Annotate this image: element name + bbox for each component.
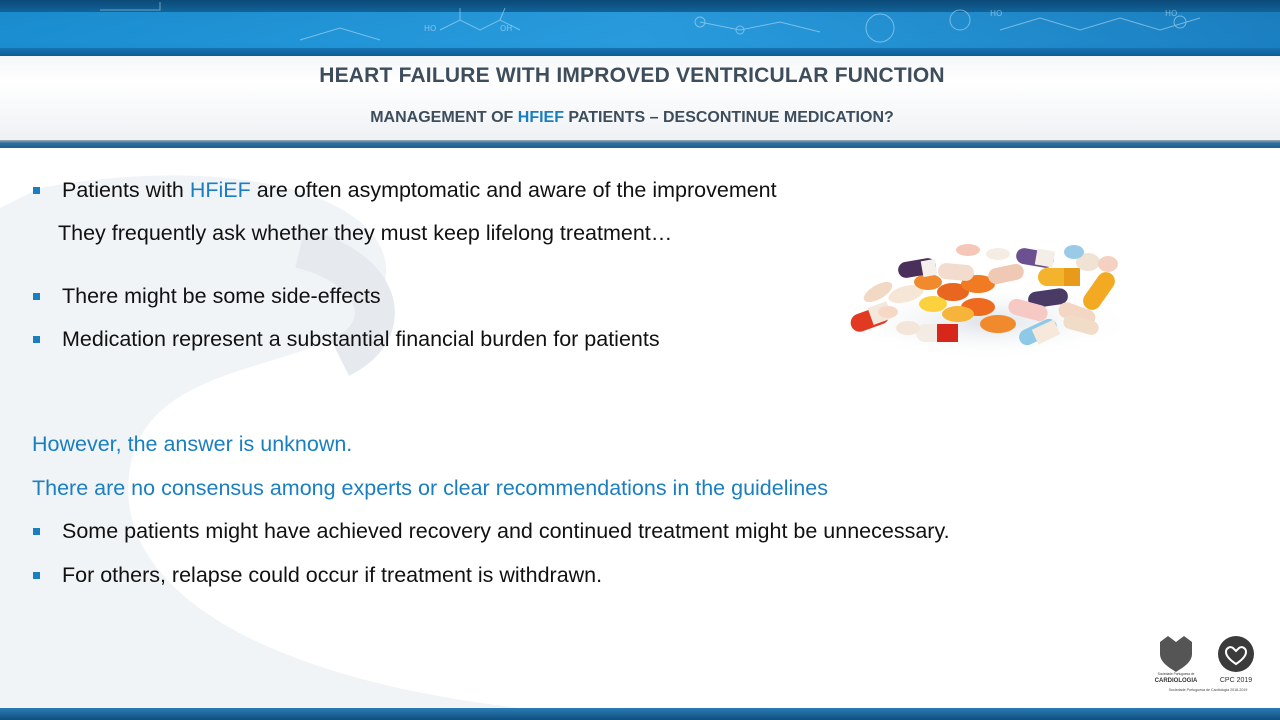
bullet-square-icon <box>33 572 40 579</box>
bullet-square-icon <box>33 528 40 535</box>
bullet-text-pre: Patients with <box>62 178 190 202</box>
subtitle-accent: HFIEF <box>517 109 564 126</box>
bullet-square-icon <box>33 293 40 300</box>
bullet-text-accent: HFiEF <box>189 178 251 202</box>
svg-text:OH: OH <box>500 24 513 33</box>
logos-footer-text: Sociedade Portuguesa de Cardiologia 2018-2019 <box>1168 688 1248 692</box>
highlight-text: However, the answer is unknown. <box>32 432 353 456</box>
slide-title: HEART FAILURE WITH IMPROVED VENTRICULAR FUNCTION <box>319 64 945 87</box>
subtitle-pre: MANAGEMENT OF <box>370 109 518 126</box>
sponsor-logos <box>1150 632 1266 698</box>
continuation-text: They frequently ask whether they must keep lifelong treatment… <box>58 221 673 245</box>
spc-logo <box>1155 636 1198 684</box>
bottom-bar <box>0 708 1280 720</box>
svg-text:HO: HO <box>424 24 437 33</box>
bullet-text: Medication represent a substantial financial burden for patients <box>62 327 660 351</box>
bullet-text: Some patients might have achieved recovery and continued treatment might be unnecessary. <box>62 519 950 543</box>
bullet-square-icon <box>33 336 40 343</box>
spc-name-text: CARDIOLOGIA <box>1154 678 1198 684</box>
svg-text:HO: HO <box>1165 9 1178 18</box>
bullet-text: There might be some side-effects <box>62 284 381 308</box>
cpc-label-text: CPC 2019 <box>1219 677 1253 684</box>
bullet-square-icon <box>33 187 40 194</box>
bullet-text-post: are often asymptomatic and aware of the improvement <box>250 178 777 202</box>
highlight-text: There are no consensus among experts or clear recommendations in the guidelines <box>32 476 828 500</box>
subtitle-post: PATIENTS – DESCONTINUE MEDICATION? <box>563 109 894 126</box>
spc-small-text: Sociedade Portuguesa de <box>1157 672 1195 676</box>
bullet-text <box>62 178 777 203</box>
bullet-text: For others, relapse could occur if treatment is withdrawn. <box>62 563 603 587</box>
svg-text:HO: HO <box>990 9 1003 18</box>
pills-image <box>838 232 1138 362</box>
cpc-logo <box>1218 636 1254 684</box>
